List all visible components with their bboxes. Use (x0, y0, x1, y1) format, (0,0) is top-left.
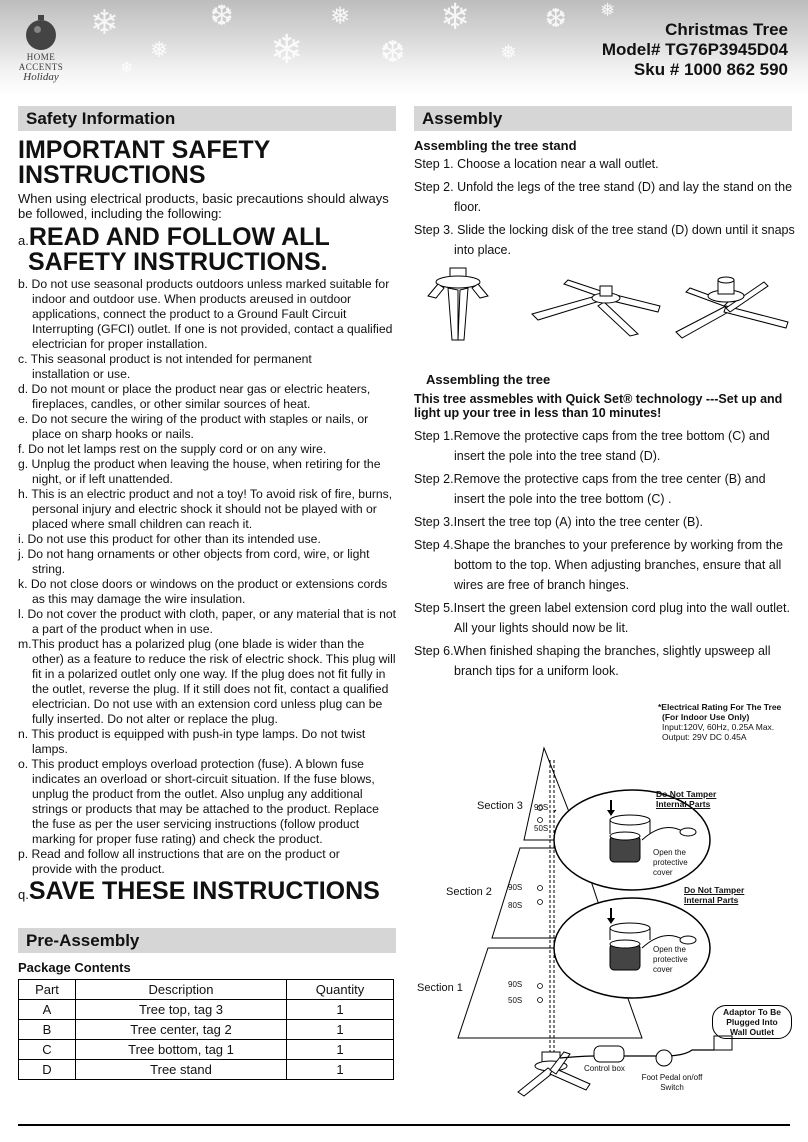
table-cell: Tree stand (76, 1060, 287, 1080)
safety-section-header: Safety Information (18, 106, 396, 131)
table-cell: C (19, 1040, 76, 1060)
safety-item-j: j. Do not hang ornaments or other objects from cord, wire, or light string. (18, 547, 370, 576)
stand-locked-illustration (676, 277, 788, 338)
table-cell: 1 (287, 1040, 394, 1060)
logo-text-holiday: Holiday (23, 71, 59, 83)
snowflake-icon: ❆ (210, 0, 234, 32)
adaptor-label: Adaptor To Be Plugged Into Wall Outlet (712, 1005, 792, 1039)
table-cell: B (19, 1020, 76, 1040)
table-cell: 1 (287, 1060, 394, 1080)
stand-step-1: Step 1. Choose a location near a wall outlet. (414, 157, 659, 171)
table-cell: A (19, 1000, 76, 1020)
assembly-section-header: Assembly (414, 106, 792, 131)
snowflake-icon: ❅ (330, 2, 351, 30)
snowflake-icon: ❄ (90, 3, 119, 43)
logo-text-accents: ACCENTS (18, 62, 64, 72)
tree-step-3: Step 3.Insert the tree top (A) into the tree center (B). (414, 515, 704, 529)
rating-subtitle: (For Indoor Use Only) (662, 712, 750, 722)
snowflake-icon: ❄ (120, 58, 134, 77)
table-cell: 1 (287, 1000, 394, 1020)
column-header-description: Description (76, 980, 287, 1000)
snowflake-icon: ❄ (270, 27, 304, 73)
section-3-label: Section 3 (477, 800, 523, 812)
safety-item-i: i. Do not use this product for other than its intended use. (18, 532, 321, 546)
table-cell: Tree top, tag 3 (76, 1000, 287, 1020)
foot-pedal-label: Foot Pedal on/off Switch (641, 1073, 703, 1092)
brand-logo (14, 20, 68, 83)
foot-pedal-switch (656, 1050, 672, 1066)
rating-input: Input:120V, 60Hz, 0.25A Max. (662, 722, 775, 732)
tree-assembly-title: Assembling the tree (426, 372, 551, 387)
safety-item-b: b. Do not use seasonal products outdoors unless marked suitable for indoor and outdoor use. When products areused in outdoor applications, connect the product to a Ground Fault Circuit Interrupting (GFCI) outlet. If one is not provided, contact a qualified electrician for proper installation. (18, 277, 393, 351)
tree-step-5: Step 5.Insert the green label extension cord plug into the wall outlet. All your lights should now be lit. (414, 601, 790, 635)
item-q-letter: q. (18, 887, 29, 902)
snowflake-icon: ❅ (500, 40, 517, 64)
stand-step-2: Step 2. Unfold the legs of the tree stand (D) and lay the stand on the floor. (414, 180, 793, 214)
table-header-row (19, 980, 394, 1000)
snowflake-icon: ❅ (150, 38, 169, 63)
table-cell: D (19, 1060, 76, 1080)
section-2-label: Section 2 (446, 886, 492, 898)
tree-steps (414, 426, 794, 681)
package-contents-table (18, 979, 394, 1080)
column-header-part: Part (19, 980, 76, 1000)
wire-label-s1-bottom: 50S (508, 996, 523, 1005)
item-a-letter: a. (18, 233, 29, 248)
control-box-label: Control box (584, 1064, 625, 1073)
stand-assembly-title: Assembling the tree stand (414, 138, 577, 153)
package-contents-title: Package Contents (18, 960, 131, 975)
wire-label-s3-top: 90S (534, 803, 549, 812)
safety-item-m: m.This product has a polarized plug (one blade is wider than the other) as a feature to reduce the risk of electric shock. This plug will fit in a polarized outlet only one way. If the plug does not fit fully in the outlet, reverse the plug. If it still does not fit, contact a qualified electrician. Do not use with an extension cord unless plug can be fully inserted. Do not alter or replace the plug. (18, 637, 396, 726)
tree-step-6: Step 6.When finished shaping the branches, slightly upsweep all branch tips for a uniform look. (414, 644, 771, 678)
safety-heading: IMPORTANT SAFETY INSTRUCTIONS (18, 136, 270, 189)
table-row (19, 1000, 394, 1020)
wire-label-s2-bottom: 80S (508, 901, 523, 910)
preassembly-section-header: Pre-Assembly (18, 928, 396, 953)
safety-item-l: l. Do not cover the product with cloth, paper, or any material that is not a part of the product when in use. (18, 607, 397, 636)
tree-step-4: Step 4.Shape the branches to your preference by working from the bottom to the top. When adjusting branches, ensure that all wires are free of branch hinges. (414, 538, 783, 592)
table-row (19, 1060, 394, 1080)
tamper-line-2: Internal Parts (656, 799, 711, 809)
rating-title: *Electrical Rating For The Tree (658, 702, 782, 712)
snowflake-icon: ❆ (380, 35, 406, 70)
wire-label-s2-top: 90S (508, 883, 523, 892)
table-row (19, 1040, 394, 1060)
safety-content (18, 138, 396, 904)
control-box (594, 1046, 624, 1062)
snowflake-icon: ❅ (600, 0, 616, 21)
safety-item-q (18, 879, 396, 904)
wire-label-s1-top: 90S (508, 980, 523, 989)
safety-item-o: o. This product employs overload protection (fuse). A blown fuse indicates an overload or short-circuit situation. If the fuse blows, unplug the product from the outlet. Also unplug any additional strings or products that may be attached to the product. Replace the fuse as per the user servicing instructions (follow product marking for proper fuse rating) and check the product. (18, 757, 379, 846)
tree-step-1: Step 1.Remove the protective caps from the tree bottom (C) and insert the pole into the tree stand (D). (414, 429, 770, 463)
safety-item-n: n. This product is equipped with push-in type lamps. Do not twist lamps. (18, 727, 366, 756)
item-q-text: SAVE THESE INSTRUCTIONS (28, 877, 380, 905)
open-cover-label-upper: Open the protective cover (653, 848, 688, 877)
safety-item-d: d. Do not mount or place the product near gas or electric heaters, fireplaces, candles, or other similar sources of heat. (18, 382, 371, 411)
safety-intro: When using electrical products, basic precautions should always be followed, including the following: (18, 191, 389, 221)
tree-assembly-diagram (414, 740, 794, 1110)
quickset-note: This tree assmebles with Quick Set® technology ---Set up and light up your tree in less than 10 minutes! (414, 392, 783, 420)
section-1-label: Section 1 (417, 982, 463, 994)
tamper-line-1: Do Not Tamper (684, 885, 745, 895)
safety-list (18, 277, 396, 877)
table-cell: Tree bottom, tag 1 (76, 1040, 287, 1060)
stand-step-3: Step 3. Slide the locking disk of the tree stand (D) down until it snaps into place. (414, 223, 795, 257)
product-title-block (602, 20, 788, 80)
model-number: Model# TG76P3945D04 (601, 40, 788, 59)
snowflake-icon: ❄ (440, 0, 471, 38)
column-header-quantity: Quantity (287, 980, 394, 1000)
tamper-line-1: Do Not Tamper (656, 789, 717, 799)
safety-item-p: p. Read and follow all instructions that are on the product or provide with the product. (18, 847, 340, 876)
stand-assembly (414, 138, 794, 263)
safety-item-h: h. This is an electric product and not a toy! To avoid risk of fire, burns, personal injury and electric shock it should not be played with or placed where small children can reach it. (18, 487, 393, 531)
power-cord (560, 1042, 726, 1058)
product-title: Christmas Tree (665, 20, 788, 39)
sku-number: Sku # 1000 862 590 (633, 60, 788, 79)
safety-item-k: k. Do not close doors or windows on the product or extensions cords as this may damage the wire insulation. (18, 577, 388, 606)
tamper-line-2: Internal Parts (684, 895, 739, 905)
tree-step-2: Step 2.Remove the protective caps from the tree center (B) and insert the pole into the tree bottom (C) . (414, 472, 766, 506)
safety-item-g: g. Unplug the product when leaving the house, when retiring for the night, or if left unattended. (18, 457, 381, 486)
ornament-icon (26, 20, 56, 50)
safety-item-e: e. Do not secure the wiring of the product with staples or nails, or place on sharp hooks or nails. (18, 412, 369, 441)
table-row (19, 1020, 394, 1040)
tree-stand-illustrations (414, 262, 794, 342)
safety-item-a (18, 225, 396, 275)
safety-item-f: f. Do not let lamps rest on the supply cord or on any wire. (18, 442, 327, 456)
electrical-rating (658, 702, 798, 742)
wire-label-s3-bottom: 50S (534, 824, 549, 833)
tamper-warning-upper (656, 789, 716, 809)
rating-output: Output: 29V DC 0.45A (662, 732, 747, 742)
open-cover-label-lower: Open the protective cover (653, 945, 688, 974)
table-cell: Tree center, tag 2 (76, 1020, 287, 1040)
safety-item-c: c. This seasonal product is not intended for permanent installation or use. (18, 352, 312, 381)
tree-assembly (414, 372, 794, 684)
snowflake-icon: ❆ (545, 4, 567, 34)
stand-unfolded-illustration (532, 280, 660, 336)
table-cell: 1 (287, 1020, 394, 1040)
page-bottom-rule (18, 1124, 790, 1126)
tamper-warning-lower (684, 885, 744, 905)
stand-folded-illustration (428, 268, 488, 340)
diagram-tree-stand (518, 1052, 590, 1096)
item-a-text: READ AND FOLLOW ALL SAFETY INSTRUCTIONS. (28, 223, 330, 276)
logo-text-home: HOME (26, 52, 56, 62)
